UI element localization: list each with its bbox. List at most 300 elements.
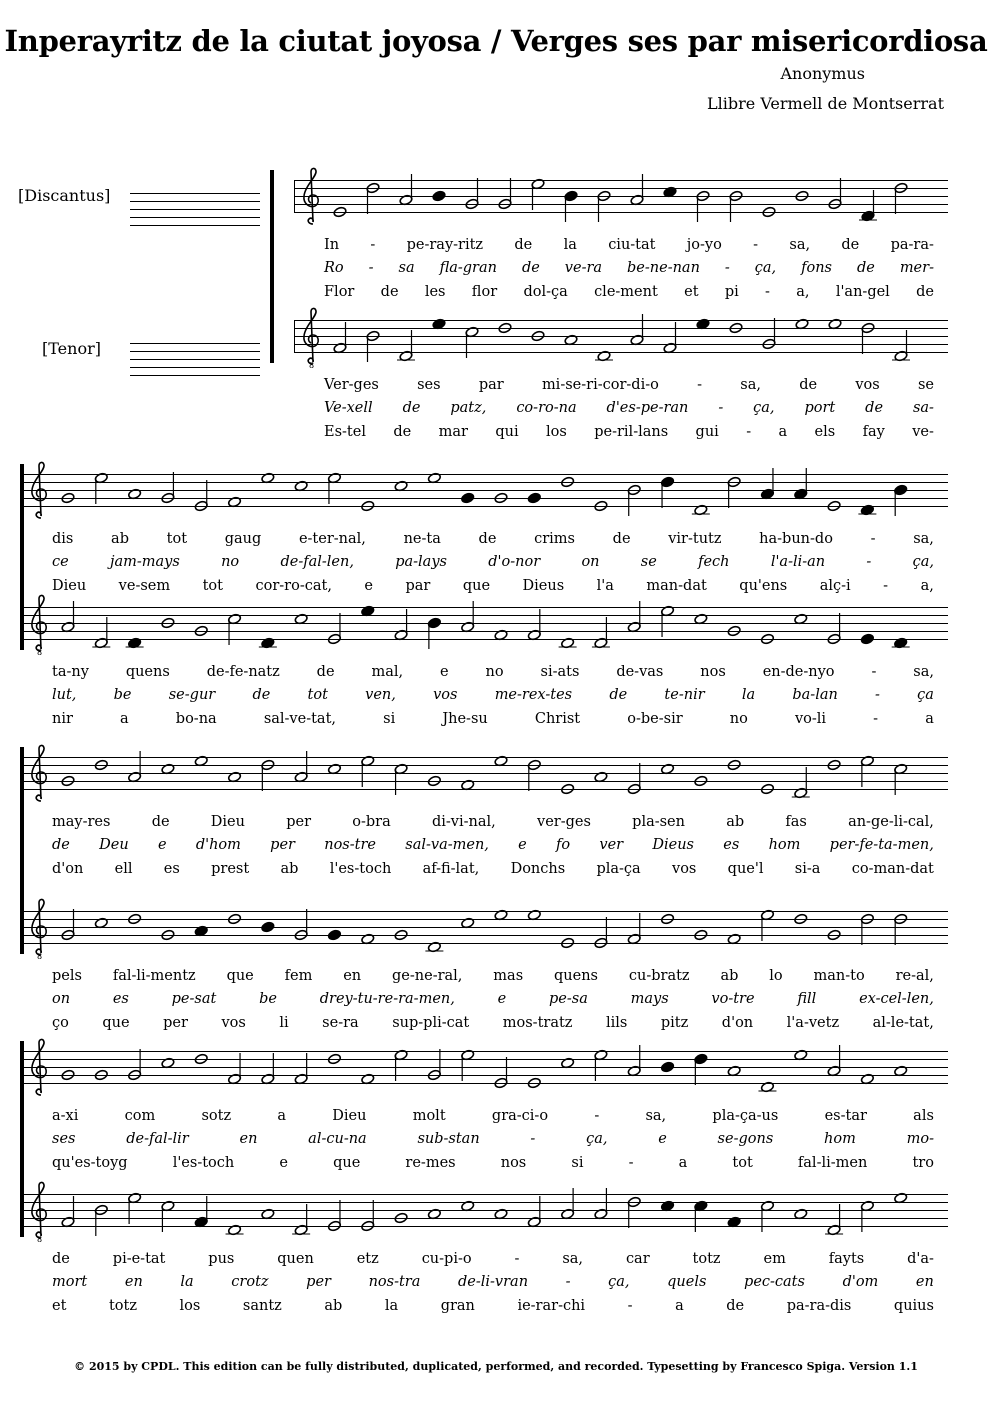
lyric-syllable: o-bra xyxy=(352,814,391,830)
note xyxy=(226,1224,244,1236)
discantus-verse-2 xyxy=(52,554,934,570)
lyric-syllable: tro xyxy=(912,1155,934,1171)
lyric-syllable: d'a- xyxy=(907,1251,934,1267)
discantus-verse-2 xyxy=(52,837,934,853)
note xyxy=(94,1204,108,1236)
lyric-syllable: co-ro-na xyxy=(516,400,577,416)
note xyxy=(828,318,842,330)
staff-start-barline xyxy=(22,607,23,640)
note xyxy=(794,613,808,625)
note xyxy=(394,1212,408,1224)
treble-clef-8-icon xyxy=(28,897,52,959)
lyric-syllable: se-gur xyxy=(168,687,216,703)
note xyxy=(694,613,708,625)
lyric-syllable: fo xyxy=(556,837,571,853)
note xyxy=(894,763,908,795)
treble-clef-icon xyxy=(28,460,52,522)
lyric-syllable: Dieu xyxy=(52,578,87,594)
lyric-syllable: gran xyxy=(440,1298,475,1314)
lyric-syllable: l'es-toch xyxy=(329,861,392,877)
lyric-syllable: ne-ta xyxy=(403,531,441,547)
note xyxy=(828,178,842,210)
note xyxy=(427,1208,441,1220)
lyric-syllable: patz, xyxy=(450,400,487,416)
lyric-syllable: mos-tratz xyxy=(502,1015,573,1031)
discantus-verse-2 xyxy=(324,260,934,276)
note xyxy=(333,206,347,218)
discantus-verse-3 xyxy=(52,1155,934,1171)
note xyxy=(261,472,275,484)
lyric-syllable: no xyxy=(729,711,748,727)
note xyxy=(61,492,75,504)
lyric-syllable: quen xyxy=(277,1251,314,1267)
note xyxy=(696,318,710,330)
lyric-syllable: de xyxy=(393,424,412,440)
copyright-footer: © 2015 by CPDL. This edition can be fully distributed, duplicated, performed, and recorded. Typesetting by Francesco Spiga. Version 1.1 xyxy=(74,1360,918,1373)
lyric-syllable: pe-sa xyxy=(548,991,588,1007)
lyric-syllable: ab xyxy=(720,968,739,984)
lyric-syllable: sa, xyxy=(740,377,761,393)
lyric-syllable: ça, xyxy=(586,1131,608,1147)
note xyxy=(425,941,443,953)
lyric-syllable: los xyxy=(546,424,567,440)
lyric-syllable: la xyxy=(384,1298,399,1314)
lyric-syllable: a xyxy=(277,1108,287,1124)
lyric-syllable: en-de-nyo xyxy=(762,664,835,680)
note xyxy=(161,763,175,775)
note xyxy=(294,480,308,492)
lyric-syllable: ab xyxy=(280,861,299,877)
lyric-syllable: nir xyxy=(52,711,73,727)
discantus-notes xyxy=(58,1031,944,1101)
note xyxy=(559,637,577,649)
note xyxy=(594,1188,608,1220)
lyric-syllable: man-dat xyxy=(646,578,707,594)
note xyxy=(762,206,776,218)
note xyxy=(327,472,341,504)
lyric-syllable: - xyxy=(875,687,880,703)
incipit-staff-line xyxy=(130,351,260,352)
note xyxy=(228,771,242,783)
lyric-syllable: re-mes xyxy=(405,1155,456,1171)
lyric-syllable: de xyxy=(841,237,860,253)
lyric-syllable: Dieu xyxy=(332,1108,367,1124)
note xyxy=(795,190,809,202)
lyric-syllable: - xyxy=(718,400,724,416)
lyric-syllable: fill xyxy=(797,991,817,1007)
composer: Anonymus xyxy=(780,64,865,83)
treble-clef-8-icon xyxy=(28,1180,52,1242)
note xyxy=(327,1200,341,1232)
note xyxy=(561,1057,575,1069)
lyric-syllable: ver-ges xyxy=(537,814,591,830)
note xyxy=(327,763,341,775)
note xyxy=(333,322,347,354)
note xyxy=(261,921,275,933)
note xyxy=(327,929,341,941)
lyric-syllable: al-le-tat, xyxy=(872,1015,934,1031)
lyric-syllable: sa, xyxy=(913,664,934,680)
lyric-syllable: com xyxy=(124,1108,156,1124)
lyric-syllable: en xyxy=(239,1131,258,1147)
lyric-syllable: vos xyxy=(221,1015,246,1031)
lyric-syllable: pa-ra- xyxy=(890,237,934,253)
note xyxy=(760,468,774,500)
note xyxy=(794,913,808,925)
lyric-syllable: gra-ci-o xyxy=(491,1108,549,1124)
note xyxy=(860,633,874,645)
lyric-syllable: tot xyxy=(202,578,223,594)
note xyxy=(630,174,644,206)
lyric-syllable: totz xyxy=(692,1251,721,1267)
lyric-syllable: dis xyxy=(52,531,74,547)
tenor-verse-2 xyxy=(52,991,934,1007)
lyric-syllable: si-ats xyxy=(540,664,580,680)
discantus-verse-3 xyxy=(52,861,934,877)
lyric-syllable: ça, xyxy=(753,400,775,416)
note xyxy=(194,755,208,767)
lyric-syllable: de xyxy=(916,284,934,300)
note xyxy=(661,763,675,775)
lyric-syllable: on xyxy=(52,991,71,1007)
lyric-syllable: ve- xyxy=(912,424,934,440)
note xyxy=(94,1069,108,1081)
lyric-syllable: sal-va-men, xyxy=(405,837,489,853)
lyric-syllable: lut, xyxy=(52,687,77,703)
lyric-syllable: co-man-dat xyxy=(851,861,934,877)
lyric-syllable: ba-lan xyxy=(792,687,838,703)
lyric-syllable: a xyxy=(925,711,934,727)
note xyxy=(694,929,708,941)
note xyxy=(161,472,175,504)
lyric-syllable: ab xyxy=(111,531,129,547)
lyric-syllable: a xyxy=(778,424,788,440)
lyric-syllable: sa, xyxy=(789,237,811,253)
lyric-syllable: si-a xyxy=(794,861,821,877)
lyric-syllable: no xyxy=(485,664,504,680)
lyric-syllable: Christ xyxy=(534,711,581,727)
lyric-syllable: de-fal-lir xyxy=(126,1131,189,1147)
lyric-syllable: de xyxy=(521,260,540,276)
note xyxy=(892,637,910,649)
staff-start-barline xyxy=(22,1051,23,1084)
lyric-syllable: ço xyxy=(52,1015,69,1031)
lyric-syllable: - xyxy=(753,237,759,253)
lyric-syllable: may-res xyxy=(52,814,111,830)
lyric-syllable: fla-gran xyxy=(439,260,497,276)
lyric-syllable: pla-ça xyxy=(596,861,641,877)
lyric-syllable: per xyxy=(306,1274,331,1290)
lyric-syllable: ge-ne-ral, xyxy=(392,968,463,984)
note xyxy=(361,1200,375,1232)
lyric-syllable: fay xyxy=(862,424,885,440)
staff-start-barline xyxy=(22,757,23,790)
treble-clef-icon xyxy=(300,166,324,228)
lyric-syllable: tot xyxy=(166,531,188,547)
note xyxy=(361,1073,375,1085)
lyric-syllable: pus xyxy=(208,1251,235,1267)
note xyxy=(494,755,508,767)
note xyxy=(894,1192,908,1204)
staff-start-barline xyxy=(294,320,295,353)
note xyxy=(128,751,142,783)
discantus-verse-1 xyxy=(52,814,934,830)
tenor-verse-3 xyxy=(52,711,934,727)
note xyxy=(161,929,175,941)
lyric-syllable: fas xyxy=(785,814,807,830)
lyric-syllable: la xyxy=(741,687,756,703)
note xyxy=(627,763,641,795)
lyric-syllable: Deu xyxy=(99,837,129,853)
lyric-syllable: l'an-gel xyxy=(835,284,890,300)
lyric-syllable: port xyxy=(804,400,836,416)
note xyxy=(564,190,578,222)
lyric-syllable: car xyxy=(625,1251,650,1267)
lyric-syllable: de-fal-len, xyxy=(280,554,354,570)
lyric-syllable: de xyxy=(612,531,631,547)
note xyxy=(366,330,380,362)
note xyxy=(760,1200,774,1232)
lyric-syllable: - xyxy=(870,531,876,547)
lyric-syllable: Es-tel xyxy=(324,424,366,440)
lyric-syllable: ses xyxy=(52,1131,76,1147)
note xyxy=(161,1200,175,1232)
note xyxy=(729,322,743,334)
lyric-syllable: vos xyxy=(433,687,458,703)
note xyxy=(860,1073,874,1085)
lyric-syllable: quens xyxy=(125,664,170,680)
tenor-verse-3 xyxy=(324,424,934,440)
svg-text:8: 8 xyxy=(37,1235,43,1242)
lyric-syllable: prest xyxy=(211,861,250,877)
lyric-syllable: l'a-vetz xyxy=(786,1015,840,1031)
source: Llibre Vermell de Montserrat xyxy=(707,94,944,113)
lyric-syllable: - xyxy=(724,260,730,276)
tenor-verse-3 xyxy=(52,1298,934,1314)
lyric-syllable: de xyxy=(514,237,533,253)
note xyxy=(894,1065,908,1077)
lyric-syllable: es xyxy=(112,991,129,1007)
lyric-syllable: l'es-toch xyxy=(172,1155,235,1171)
lyric-syllable: cu-pi-o xyxy=(421,1251,472,1267)
lyric-syllable: li xyxy=(279,1015,289,1031)
lyric-syllable: de xyxy=(252,687,271,703)
note xyxy=(259,637,277,649)
lyric-syllable: ab xyxy=(324,1298,343,1314)
note xyxy=(527,1077,541,1089)
lyric-syllable: - xyxy=(866,554,872,570)
note xyxy=(294,1053,308,1085)
lyric-syllable: hom xyxy=(824,1131,856,1147)
note xyxy=(594,917,608,949)
voice-name-tenor: [Tenor] xyxy=(42,339,101,358)
lyric-syllable: par xyxy=(405,578,431,594)
lyric-syllable: sa- xyxy=(912,400,934,416)
lyric-syllable: vos xyxy=(855,377,880,393)
lyric-syllable: vos xyxy=(672,861,697,877)
tenor-notes xyxy=(58,1174,944,1244)
note xyxy=(894,913,908,945)
note xyxy=(595,350,613,362)
lyric-syllable: de-fe-natz xyxy=(206,664,280,680)
lyric-syllable: sotz xyxy=(201,1108,232,1124)
lyric-syllable: la xyxy=(180,1274,194,1290)
lyric-syllable: fech xyxy=(698,554,730,570)
lyric-syllable: me-rex-tes xyxy=(494,687,573,703)
note xyxy=(825,1204,843,1236)
lyric-syllable: e xyxy=(658,1131,667,1147)
lyric-syllable: fons xyxy=(801,260,832,276)
tenor-verse-2 xyxy=(324,400,934,416)
note xyxy=(858,504,876,516)
lyric-syllable: de xyxy=(52,837,70,853)
note xyxy=(394,480,408,492)
lyric-syllable: per-fe-ta-men, xyxy=(829,837,934,853)
lyric-syllable: drey-tu-re-ra-men, xyxy=(319,991,455,1007)
lyric-syllable: Ver-ges xyxy=(324,377,379,393)
note xyxy=(461,492,475,504)
note xyxy=(61,1069,75,1081)
note xyxy=(894,182,908,214)
lyric-syllable: a xyxy=(678,1155,688,1171)
lyric-syllable: di-vi-nal, xyxy=(431,814,496,830)
note xyxy=(827,1045,841,1077)
lyric-syllable: e xyxy=(440,664,449,680)
note xyxy=(394,929,408,941)
note xyxy=(366,182,380,214)
discantus-notes xyxy=(58,454,944,524)
lyric-syllable: pi-e-tat xyxy=(112,1251,166,1267)
note xyxy=(594,500,608,512)
note xyxy=(261,1208,275,1220)
note xyxy=(527,909,541,921)
lyric-syllable: a-xi xyxy=(52,1108,79,1124)
note xyxy=(461,601,475,633)
lyric-syllable: si xyxy=(571,1155,584,1171)
note xyxy=(194,1053,208,1065)
note xyxy=(61,601,75,633)
lyric-syllable: ven, xyxy=(365,687,396,703)
incipit-staff-line xyxy=(130,209,260,210)
lyric-syllable: nos-tre xyxy=(324,837,376,853)
lyric-syllable: de xyxy=(380,284,399,300)
lyric-syllable: d'es-pe-ran xyxy=(606,400,689,416)
svg-text:8: 8 xyxy=(37,648,43,655)
note xyxy=(661,913,675,925)
note xyxy=(564,334,578,346)
note xyxy=(727,1065,741,1077)
lyric-syllable: dol-ça xyxy=(523,284,568,300)
lyric-syllable: - xyxy=(628,1155,634,1171)
lyric-syllable: fayts xyxy=(828,1251,865,1267)
lyric-syllable: d'on xyxy=(52,861,84,877)
note xyxy=(795,318,809,330)
lyric-syllable: al-cu-na xyxy=(308,1131,367,1147)
note xyxy=(494,1208,508,1220)
lyric-syllable: vo-li xyxy=(794,711,827,727)
lyric-syllable: de-li-vran xyxy=(457,1274,529,1290)
lyric-syllable: molt xyxy=(412,1108,446,1124)
lyric-syllable: lo xyxy=(769,968,783,984)
note xyxy=(627,601,641,633)
lyric-syllable: a, xyxy=(920,578,934,594)
treble-clef-icon xyxy=(28,1037,52,1099)
lyric-syllable: de xyxy=(799,377,818,393)
note xyxy=(361,605,375,617)
lyric-syllable: pe-sat xyxy=(171,991,217,1007)
lyric-syllable: et xyxy=(684,284,699,300)
lyric-syllable: es xyxy=(723,837,740,853)
note xyxy=(94,759,108,771)
lyric-syllable: ver xyxy=(599,837,624,853)
lyric-syllable: pe-ril-lans xyxy=(594,424,669,440)
lyric-syllable: qu'es-toyg xyxy=(52,1155,128,1171)
note xyxy=(597,190,611,222)
note xyxy=(727,625,741,637)
lyric-syllable: - xyxy=(765,284,770,300)
lyric-syllable: se-gons xyxy=(717,1131,774,1147)
note xyxy=(696,190,710,222)
lyric-syllable: sub-stan xyxy=(417,1131,480,1147)
lyric-syllable: en xyxy=(343,968,362,984)
note xyxy=(461,917,475,929)
lyric-syllable: flor xyxy=(471,284,498,300)
tenor-verse-2 xyxy=(52,687,934,703)
lyric-syllable: de xyxy=(726,1298,745,1314)
note xyxy=(760,909,774,941)
note xyxy=(128,488,142,500)
lyric-syllable: lils xyxy=(605,1015,628,1031)
incipit-staff-line xyxy=(130,375,260,376)
lyric-syllable: pla-sen xyxy=(632,814,685,830)
svg-text:8: 8 xyxy=(309,361,315,368)
lyric-syllable: - xyxy=(697,377,702,393)
note xyxy=(397,330,415,362)
note xyxy=(527,492,541,504)
lyric-syllable: e xyxy=(497,991,507,1007)
staff-start-barline xyxy=(22,911,23,944)
note xyxy=(827,613,841,645)
note xyxy=(727,759,741,771)
treble-clef-icon xyxy=(28,743,52,805)
tenor-notes xyxy=(58,587,944,657)
incipit-staff-line xyxy=(130,225,260,226)
lyric-syllable: totz xyxy=(108,1298,137,1314)
lyric-syllable: ha-bun-do xyxy=(759,531,833,547)
lyric-syllable: que xyxy=(333,1155,361,1171)
note xyxy=(394,609,408,641)
note xyxy=(432,318,446,330)
lyric-syllable: mal, xyxy=(371,664,404,680)
note xyxy=(694,775,708,787)
incipit-staff-line xyxy=(130,193,260,194)
lyric-syllable: - xyxy=(883,578,889,594)
incipit-staff-line xyxy=(130,367,260,368)
note xyxy=(661,605,675,637)
lyric-syllable: de xyxy=(609,687,628,703)
note xyxy=(860,1200,874,1232)
note xyxy=(531,330,545,342)
note xyxy=(94,472,108,504)
lyric-syllable: ie-rar-chi xyxy=(517,1298,586,1314)
note xyxy=(594,771,608,783)
note xyxy=(161,1057,175,1069)
lyric-syllable: sa, xyxy=(913,531,934,547)
lyric-syllable: quens xyxy=(554,968,598,984)
note xyxy=(394,763,408,795)
lyric-syllable: ça, xyxy=(912,554,934,570)
note xyxy=(94,917,108,929)
